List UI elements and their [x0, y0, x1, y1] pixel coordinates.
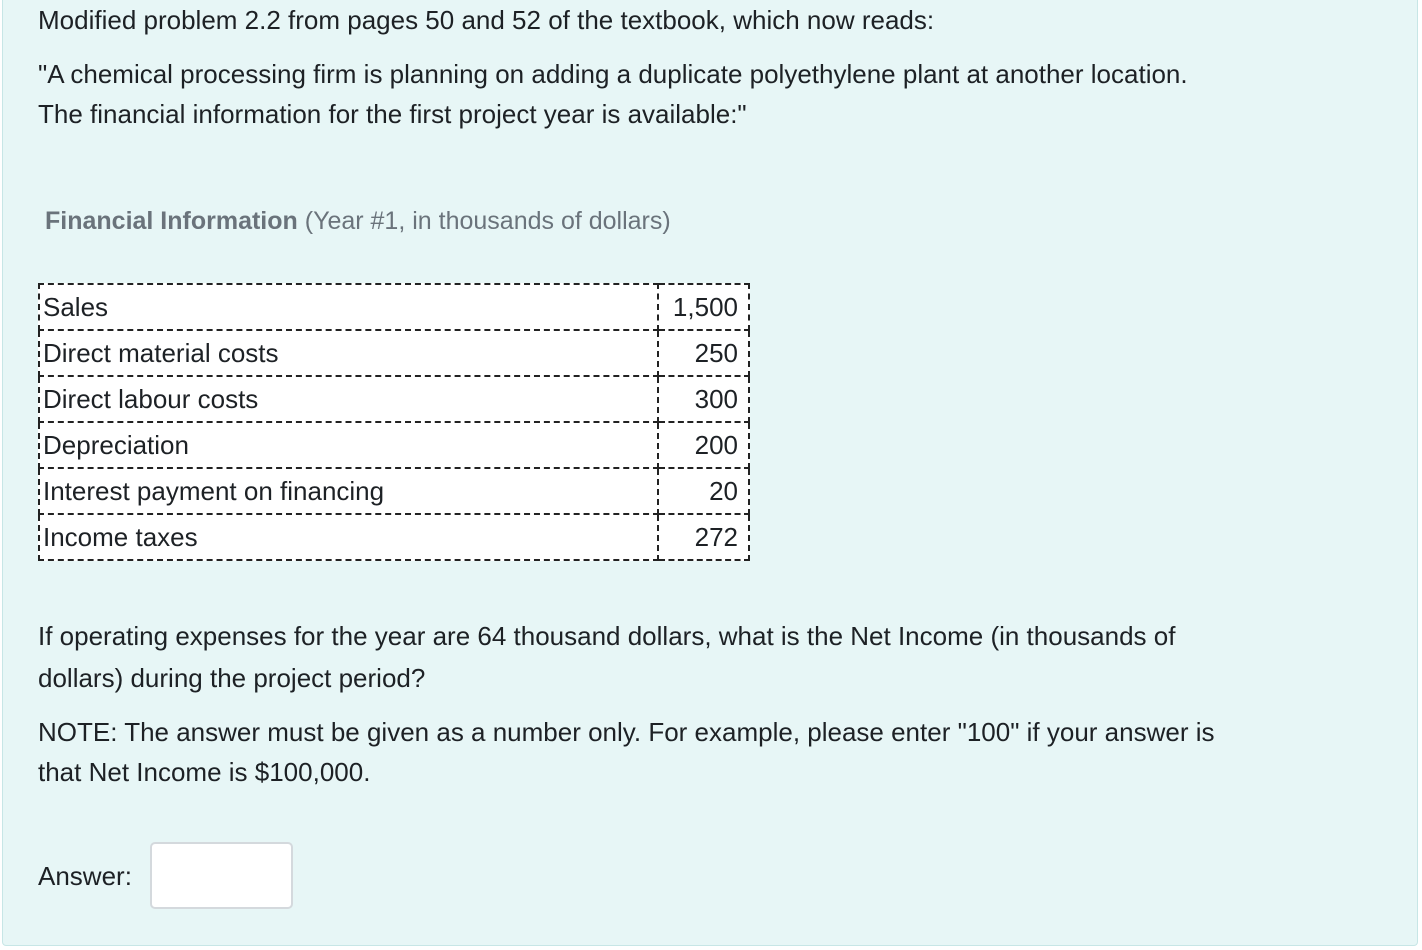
row-value: 200 — [658, 422, 749, 468]
row-value: 300 — [658, 376, 749, 422]
question-prompt-line-2: dollars) during the project period? — [38, 663, 426, 693]
table-caption-title: Financial Information — [45, 207, 298, 235]
answer-label: Answer: — [38, 861, 132, 891]
row-label: Sales — [39, 284, 658, 330]
row-value: 20 — [658, 468, 749, 514]
table-row — [39, 376, 749, 422]
table-row — [39, 330, 749, 376]
problem-quote-line-2: The financial information for the first project year is available:" — [38, 99, 747, 129]
table-caption — [45, 202, 671, 240]
question-prompt-line-1: If operating expenses for the year are 64 thousand dollars, what is the Net Income (in thousands of — [38, 621, 1176, 651]
row-label: Direct material costs — [39, 330, 658, 376]
note-line-1: NOTE: The answer must be given as a number only. For example, please enter "100" if your answer is — [38, 717, 1215, 747]
answer-input[interactable] — [150, 842, 293, 909]
note-line-2: that Net Income is $100,000. — [38, 757, 371, 787]
row-label: Income taxes — [39, 514, 658, 560]
table-caption-subtitle: (Year #1, in thousands of dollars) — [297, 207, 671, 235]
table-row — [39, 422, 749, 468]
row-value: 250 — [658, 330, 749, 376]
row-value: 1,500 — [658, 284, 749, 330]
table-row — [39, 468, 749, 514]
row-label: Interest payment on financing — [39, 468, 658, 514]
table-row — [39, 514, 749, 560]
problem-quote-line-1: "A chemical processing firm is planning on adding a duplicate polyethylene plant at another location. — [38, 59, 1188, 89]
table-row — [39, 284, 749, 330]
financial-info-table — [38, 283, 750, 561]
row-label: Direct labour costs — [39, 376, 658, 422]
row-value: 272 — [658, 514, 749, 560]
problem-intro: Modified problem 2.2 from pages 50 and 52 of the textbook, which now reads: — [38, 5, 935, 35]
row-label: Depreciation — [39, 422, 658, 468]
